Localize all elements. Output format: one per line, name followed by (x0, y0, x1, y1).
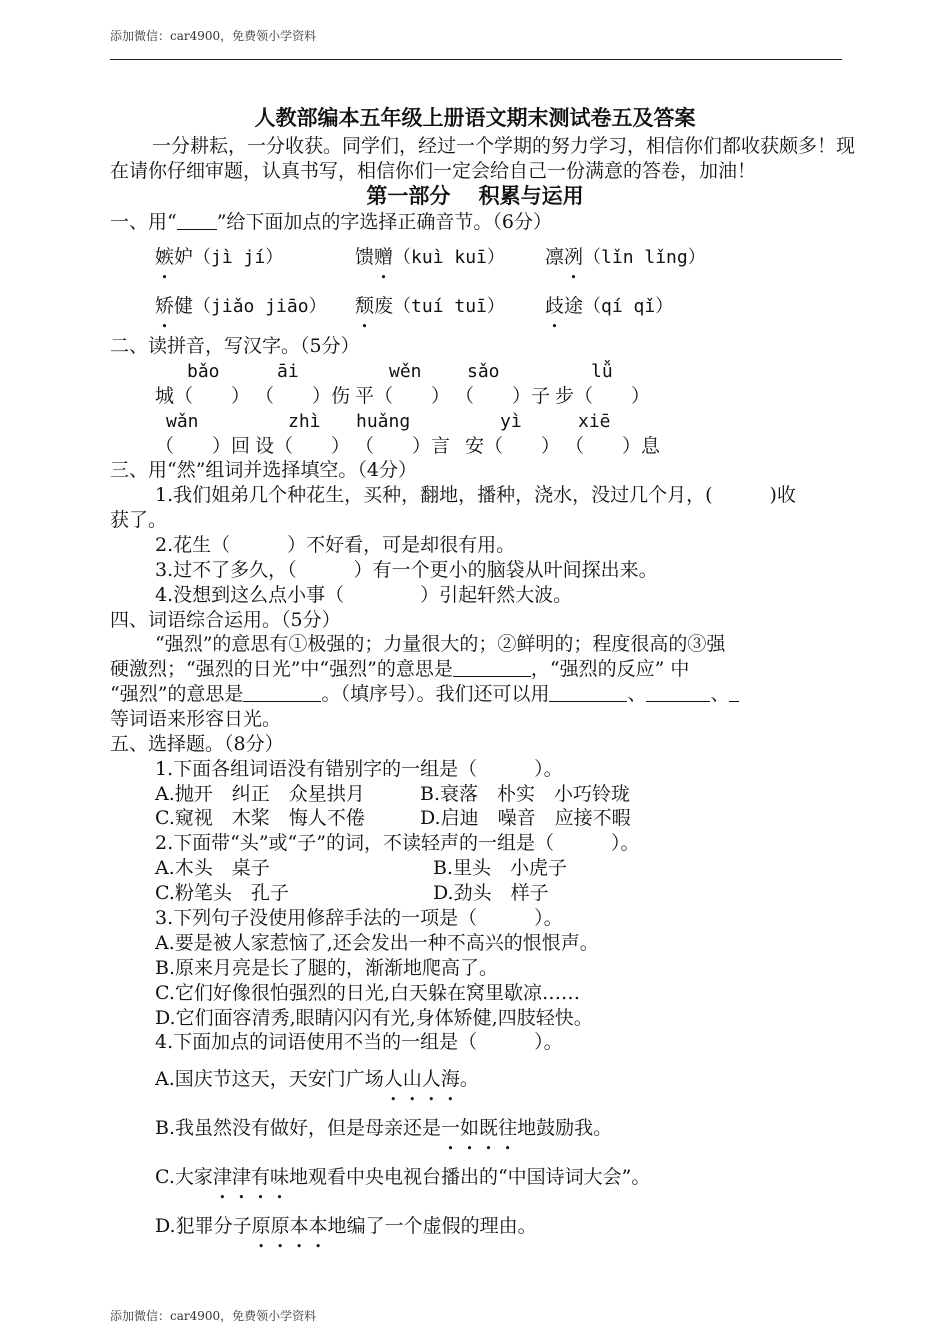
q2-pinyin-10: xiē (578, 411, 611, 432)
emphasis-char: 往 (498, 1117, 518, 1139)
q2-cell-9: 安（ ） (465, 435, 561, 457)
emphasis-char: 人 (421, 1068, 441, 1090)
answer-blank (453, 658, 531, 677)
q4-heading: 四、词语综合运用。（5分） (110, 609, 341, 631)
q2-pinyin-8: huǎng (356, 411, 411, 432)
emphasis-char: 一 (441, 1117, 461, 1139)
q2-cell-7: 设（ ） (255, 435, 351, 457)
q2-pinyin-7: zhì (288, 411, 321, 432)
q1-item-5: 颓废（tuí tuī） (355, 295, 505, 317)
emphasis-char: 津 (231, 1166, 251, 1188)
q2-cell-5: 步（ ） (555, 385, 651, 407)
answer-blank (646, 683, 710, 702)
q3-heading: 三、用“然”组词并选择填空。（4分） (110, 459, 418, 481)
footer-note: 添加微信：car4900，免费领小学资料 (110, 1309, 317, 1323)
emphasis-char: 津 (212, 1166, 232, 1188)
q5-q4-option-a: A.国庆节这天，天安门广场人山人海。 (155, 1068, 479, 1090)
q2-heading: 二、读拼音，写汉字。（5分） (110, 335, 360, 357)
q5-question-3: 3.下列句子没使用修辞手法的一项是（ ）。 (155, 907, 563, 929)
q2-cell-1: 城（ ） (155, 385, 251, 407)
q1-item-4: 矫健（jiǎo jiāo） (155, 295, 327, 317)
q5-q4-option-d: D.犯罪分子原原本本地编了一个虚假的理由。 (155, 1215, 537, 1237)
q5-q2-option-b: B.里头 小虎子 (433, 857, 568, 879)
q5-q2-option-c: C.粉笔头 孔子 (155, 882, 289, 904)
q5-q1-option-d: D.启迪 噪音 应接不暇 (420, 807, 631, 829)
q1-item-3: 凛冽（lǐn lǐng） (545, 246, 706, 268)
q2-pinyin-9: yì (500, 411, 522, 432)
q4-line-2: 硬激烈；“强烈的日光”中“强烈”的意思是 ，“强烈的反应” 中 (110, 658, 690, 680)
q5-q3-option-d: D.它们面容清秀,眼睛闪闪有光,身体矫健,四肢轻快。 (155, 1007, 593, 1029)
q5-q2-option-a: A.木头 桌子 (155, 857, 270, 879)
q1-heading: 一、用“ ”给下面加点的字选择正确音节。（6分） (110, 211, 553, 233)
answer-blank (243, 683, 321, 702)
emphasis-char: 人 (383, 1068, 403, 1090)
dotted-word (213, 1166, 289, 1188)
q5-q1-option-c: C.窥视 木桨 悔人不倦 (155, 807, 365, 829)
q2-cell-8: （ ）言 (355, 435, 451, 457)
page-title: 人教部编本五年级上册语文期末测试卷五及答案 (254, 105, 696, 130)
q5-q2-option-d: D.劲头 样子 (433, 882, 549, 904)
q2-pinyin-4: sǎo (467, 361, 500, 382)
q2-cell-3: 平（ ） (355, 385, 451, 407)
q2-pinyin-5: lǚ (591, 361, 613, 382)
answer-blank (729, 683, 739, 702)
q4-line-1: “强烈”的意思有①极强的；力量很大的；②鲜明的；程度很高的③强 (155, 633, 726, 655)
q2-cell-4: （ ）子 (455, 385, 551, 407)
part1-heading: 第一部分 积累与运用 (366, 183, 584, 208)
q5-q4-option-c: C.大家津津有味地观看中央电视台播出的“中国诗词大会”。 (155, 1166, 651, 1188)
emphasis-char: 味 (269, 1166, 289, 1188)
q5-q3-option-c: C.它们好像很怕强烈的日光,白天躲在窝里歇凉…… (155, 982, 580, 1004)
answer-blank (177, 211, 217, 230)
q2-cell-6: （ ）回 (155, 435, 251, 457)
q5-question-4: 4.下面加点的词语使用不当的一组是（ ）。 (155, 1031, 563, 1053)
q2-cell-10: （ ）息 (565, 435, 661, 457)
emphasis-char: 本 (289, 1215, 309, 1237)
q2-pinyin-6: wǎn (166, 411, 199, 432)
emphasis-char: 海 (440, 1068, 460, 1090)
q5-question-2: 2.下面带“头”或“子”的词，不读轻声的一组是（ ）。 (155, 832, 640, 854)
q5-q1-option-a: A.抛开 纠正 众星拱月 (155, 783, 365, 805)
q4-line-3: “强烈”的意思是 。（填序号）。我们还可以用 、 、 (110, 682, 739, 706)
answer-blank (549, 683, 627, 702)
q3-sentence-3: 3.过不了多久，（ ）有一个更小的脑袋从叶间探出来。 (155, 559, 658, 581)
q1-item-6: 歧途（qí qǐ） (545, 295, 674, 317)
header-rule (110, 59, 842, 60)
q2-pinyin-1: bǎo (187, 361, 220, 382)
emphasis-char: 如 (460, 1117, 480, 1139)
q3-sentence-1a: 1.我们姐弟几个种花生，买种，翻地，播种，浇水，没过几个月，( )收 (155, 484, 796, 506)
dotted-word (441, 1117, 517, 1139)
q2-pinyin-2: āi (277, 361, 299, 382)
emphasis-char: 原 (270, 1215, 290, 1237)
q3-sentence-4: 4.没想到这么点小事（ ）引起轩然大波。 (155, 584, 573, 606)
q2-cell-2: （ ）伤 (255, 385, 351, 407)
q1-item-2: 馈赠（kuì kuī） (355, 246, 505, 268)
q5-question-1: 1.下面各组词语没有错别字的一组是（ ）。 (155, 758, 563, 780)
header-note: 添加微信：car4900，免费领小学资料 (110, 29, 317, 43)
q3-sentence-2: 2.花生（ ）不好看，可是却很有用。 (155, 534, 516, 556)
intro-line-2: 在请你仔细审题，认真书写，相信你们一定会给自己一份满意的答卷，加油！ (110, 160, 757, 182)
q1-item-1: 嫉妒（jì jí） (155, 246, 284, 268)
emphasis-char: 本 (308, 1215, 328, 1237)
dotted-word (252, 1215, 328, 1237)
emphasis-char: 有 (250, 1166, 270, 1188)
q5-q3-option-a: A.要是被人家惹恼了,还会发出一种不高兴的恨恨声。 (155, 932, 599, 954)
emphasis-char: 山 (402, 1068, 422, 1090)
dotted-word (384, 1068, 460, 1090)
q5-q1-option-b: B.衰落 朴实 小巧铃珑 (420, 783, 631, 805)
q3-sentence-1b: 获了。 (110, 509, 168, 531)
q5-q4-option-b: B.我虽然没有做好，但是母亲还是一如既往地鼓励我。 (155, 1117, 613, 1139)
q5-q3-option-b: B.原来月亮是长了腿的，渐渐地爬高了。 (155, 957, 499, 979)
q2-pinyin-3: wěn (389, 361, 422, 382)
q4-line-4: 等词语来形容日光。 (110, 708, 282, 730)
intro-line-1: 一分耕耘，一分收获。同学们，经过一个学期的努力学习，相信你们都收获颇多！现 (152, 135, 856, 157)
emphasis-char: 既 (479, 1117, 499, 1139)
q5-heading: 五、选择题。（8分） (110, 733, 284, 755)
emphasis-char: 原 (251, 1215, 271, 1237)
